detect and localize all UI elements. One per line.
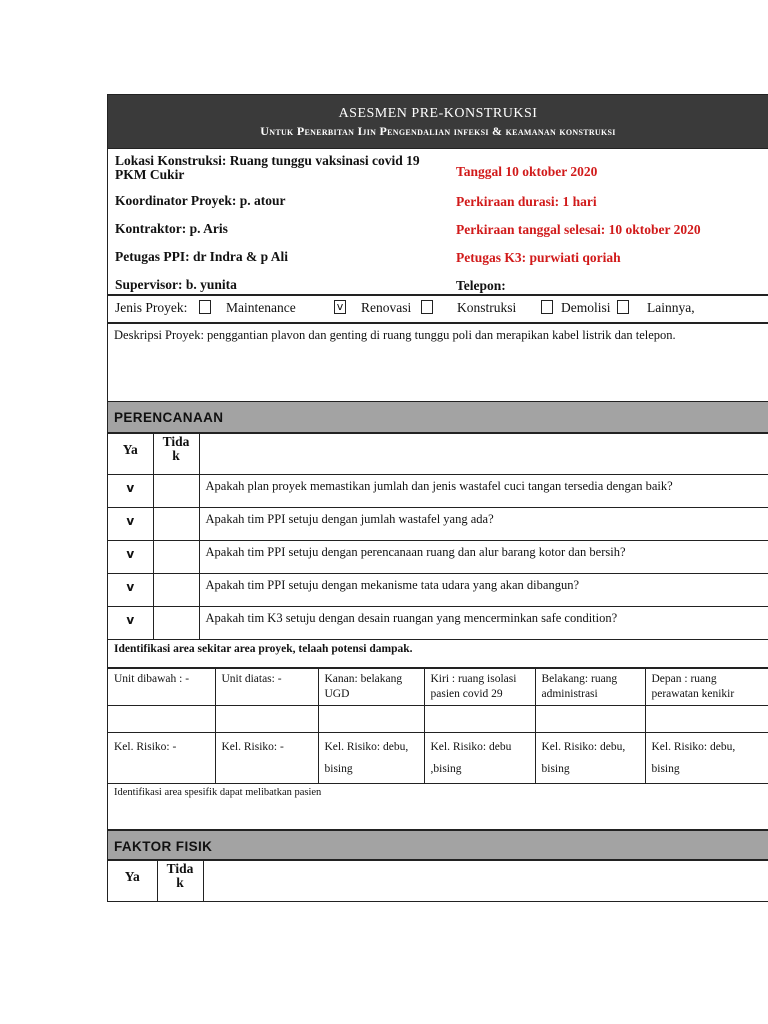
- perencanaan-section-title: PERENCANAAN: [108, 402, 768, 433]
- unit-cell: Kanan: belakang UGD: [318, 669, 424, 706]
- tanggal-field: Tanggal 10 oktober 2020: [456, 164, 598, 179]
- faktor-fisik-title: FAKTOR FISIK: [108, 831, 768, 860]
- identifikasi-title: Identifikasi area sekitar area proyek, telaah potensi dampak.: [108, 640, 768, 668]
- lainnya-label: Lainnya,: [647, 300, 695, 315]
- jenis-label: Jenis Proyek:: [115, 300, 188, 315]
- konstruksi-label: Konstruksi: [457, 300, 517, 315]
- telepon-field: Telepon:: [456, 278, 506, 293]
- ya-check[interactable]: v: [108, 541, 153, 574]
- demolisi-checkbox[interactable]: [541, 300, 553, 314]
- question-text: Apakah tim K3 setuju dengan desain ruangan yang mencerminkan safe condition?: [199, 607, 768, 640]
- question-text: Apakah plan proyek memastikan jumlah dan jenis wastafel cuci tangan tersedia dengan baik?: [199, 475, 768, 508]
- question-text: Apakah tim PPI setuju dengan jumlah wastafel yang ada?: [199, 508, 768, 541]
- assessment-form: [107, 94, 768, 902]
- table-row: [108, 508, 768, 541]
- project-description: Deskripsi Proyek: penggantian plavon dan genting di ruang tunggu poli dan merapikan kabel listrik dan telepon.: [108, 324, 768, 402]
- empty-cell: [645, 706, 768, 733]
- question-header: [203, 861, 768, 902]
- kontraktor-field: Kontraktor: p. Aris: [115, 221, 228, 236]
- selesai-field: Perkiraan tanggal selesai: 10 oktober 2020: [456, 222, 701, 237]
- area-empty-row: [108, 706, 768, 733]
- unit-cell: Kiri : ruang isolasi pasien covid 29: [424, 669, 535, 706]
- empty-cell: [108, 706, 215, 733]
- area-risk-row: [108, 733, 768, 784]
- form-header: [108, 94, 768, 149]
- ya-header: Ya: [108, 861, 157, 902]
- perencanaan-header-row: [108, 434, 768, 475]
- risk-cell: Kel. Risiko: -: [215, 733, 318, 784]
- area-table: [108, 668, 768, 784]
- unit-cell: Depan : ruang perawatan kenikir: [645, 669, 768, 706]
- petugas-ppi-field: Petugas PPI: dr Indra & p Ali: [115, 249, 289, 264]
- ya-header: Ya: [108, 434, 153, 475]
- risk-cell: Kel. Risiko: debu ,bising: [424, 733, 535, 784]
- tidak-check[interactable]: [153, 475, 199, 508]
- renovasi-label: Renovasi: [361, 300, 412, 315]
- risk-cell: Kel. Risiko: debu, bising: [318, 733, 424, 784]
- supervisor-field: Supervisor: b. yunita: [115, 277, 237, 292]
- identifikasi-spesifik: Identifikasi area spesifik dapat melibatkan pasien: [108, 784, 768, 831]
- tidak-check[interactable]: [153, 574, 199, 607]
- empty-cell: [318, 706, 424, 733]
- lokasi-field: Lokasi Konstruksi: Ruang tunggu vaksinasi covid 19 PKM Cukir: [115, 153, 420, 182]
- koordinator-field: Koordinator Proyek: p. atour: [115, 193, 286, 208]
- konstruksi-checkbox[interactable]: [421, 300, 433, 314]
- table-row: [108, 607, 768, 640]
- project-type-row: [108, 296, 768, 324]
- empty-cell: [215, 706, 318, 733]
- demolisi-label: Demolisi: [561, 300, 611, 315]
- unit-cell: Unit dibawah : -: [108, 669, 215, 706]
- durasi-field: Perkiraan durasi: 1 hari: [456, 194, 597, 209]
- question-text: Apakah tim PPI setuju dengan mekanisme tata udara yang akan dibangun?: [199, 574, 768, 607]
- project-info: [108, 149, 768, 296]
- table-row: [108, 475, 768, 508]
- tidak-header: Tida k: [153, 434, 199, 475]
- ya-check[interactable]: v: [108, 475, 153, 508]
- lainnya-checkbox[interactable]: [617, 300, 629, 314]
- area-unit-row: [108, 669, 768, 706]
- empty-cell: [535, 706, 645, 733]
- tidak-check[interactable]: [153, 541, 199, 574]
- ya-check[interactable]: v: [108, 607, 153, 640]
- faktor-header-row: [108, 861, 768, 902]
- faktor-fisik-table: [108, 860, 768, 902]
- tidak-header: Tida k: [157, 861, 203, 902]
- maintenance-checkbox[interactable]: [199, 300, 211, 314]
- tidak-check[interactable]: [153, 607, 199, 640]
- table-row: [108, 541, 768, 574]
- question-text: Apakah tim PPI setuju dengan perencanaan ruang dan alur barang kotor dan bersih?: [199, 541, 768, 574]
- unit-cell: Unit diatas: -: [215, 669, 318, 706]
- risk-cell: Kel. Risiko: debu, bising: [535, 733, 645, 784]
- empty-cell: [424, 706, 535, 733]
- renovasi-checkbox[interactable]: v: [334, 300, 346, 314]
- risk-cell: Kel. Risiko: debu, bising: [645, 733, 768, 784]
- risk-cell: Kel. Risiko: -: [108, 733, 215, 784]
- maintenance-label: Maintenance: [226, 300, 296, 315]
- ya-check[interactable]: v: [108, 508, 153, 541]
- table-row: [108, 574, 768, 607]
- unit-cell: Belakang: ruang administrasi: [535, 669, 645, 706]
- form-title: ASESMEN PRE-KONSTRUKSI: [338, 106, 538, 121]
- question-header: [199, 434, 768, 475]
- petugas-k3-field: Petugas K3: purwiati qoriah: [456, 250, 621, 265]
- form-subtitle: Untuk Penerbitan Ijin Pengendalian infeksi & keamanan konstruksi: [260, 124, 616, 138]
- tidak-check[interactable]: [153, 508, 199, 541]
- perencanaan-table: [108, 433, 768, 640]
- ya-check[interactable]: v: [108, 574, 153, 607]
